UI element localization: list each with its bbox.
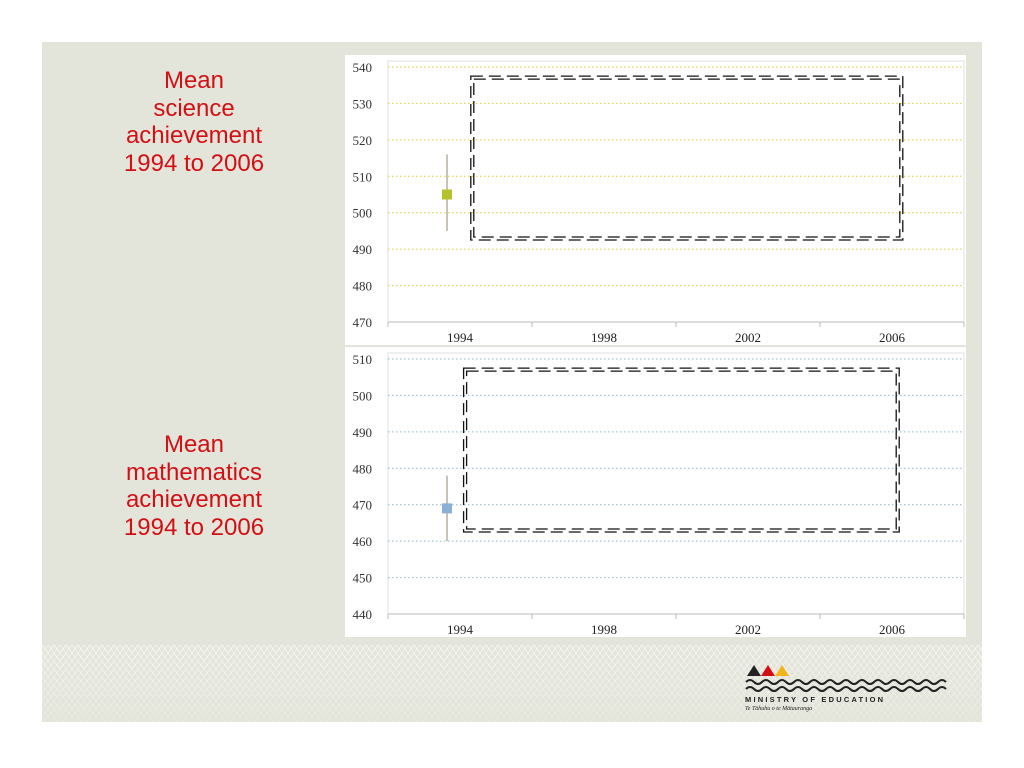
logo-wave-icon xyxy=(746,680,946,684)
logo-name: MINISTRY OF EDUCATION xyxy=(745,695,886,704)
dashed-region-outer xyxy=(471,76,903,240)
science-chart xyxy=(345,55,966,345)
caption-line: achievement xyxy=(125,486,263,514)
data-point xyxy=(442,190,452,200)
y-tick-label: 510 xyxy=(352,352,372,367)
y-tick-label: 480 xyxy=(352,278,372,294)
y-tick-label: 490 xyxy=(352,242,372,258)
logo-mark-icon xyxy=(745,662,955,694)
caption-line: Mean xyxy=(163,431,225,458)
y-tick-label: 480 xyxy=(352,461,372,477)
caption-line: achievement xyxy=(125,122,263,150)
caption-line: 1994 to 2006 xyxy=(123,513,265,541)
x-tick-label: 1994 xyxy=(447,622,473,637)
y-tick-label: 520 xyxy=(352,132,372,148)
math-caption xyxy=(84,431,304,541)
y-tick-label: 530 xyxy=(352,96,372,112)
logo-triangle-icon xyxy=(747,665,761,676)
science-caption xyxy=(84,67,304,177)
logo-triangle-icon xyxy=(761,665,775,676)
x-tick-label: 2002 xyxy=(735,330,761,345)
logo-triangle-icon xyxy=(775,665,789,676)
y-tick-label: 460 xyxy=(352,534,372,550)
x-tick-label: 1998 xyxy=(591,622,617,637)
plot-frame xyxy=(388,353,964,614)
math-chart xyxy=(345,347,966,637)
x-tick-label: 1998 xyxy=(591,330,617,345)
data-point xyxy=(442,503,452,513)
x-tick-label: 2006 xyxy=(879,330,905,345)
dashed-region-inner xyxy=(474,79,900,237)
caption-line: Mean xyxy=(163,67,225,94)
y-tick-label: 500 xyxy=(352,205,372,221)
logo-wave-icon xyxy=(746,687,946,691)
x-tick-label: 2002 xyxy=(735,622,761,637)
y-tick-label: 440 xyxy=(352,607,372,622)
y-tick-label: 470 xyxy=(352,497,372,513)
y-tick-label: 510 xyxy=(352,169,372,185)
x-tick-label: 1994 xyxy=(447,330,473,345)
y-tick-label: 470 xyxy=(352,315,372,330)
dashed-region-outer xyxy=(464,368,900,532)
caption-line: 1994 to 2006 xyxy=(123,149,265,177)
x-tick-label: 2006 xyxy=(879,622,905,637)
logo-tagline: Te Tāhuhu o te Mātauranga xyxy=(745,706,813,712)
math-chart-svg xyxy=(345,347,966,637)
caption-line: science xyxy=(153,94,235,122)
y-tick-label: 540 xyxy=(352,60,372,75)
y-tick-label: 450 xyxy=(352,570,372,586)
science-chart-svg xyxy=(345,55,966,345)
y-tick-label: 490 xyxy=(352,424,372,440)
y-tick-label: 500 xyxy=(352,388,372,404)
dashed-region-inner xyxy=(467,371,897,529)
caption-line: mathematics xyxy=(125,458,263,486)
ministry-logo xyxy=(745,662,955,718)
